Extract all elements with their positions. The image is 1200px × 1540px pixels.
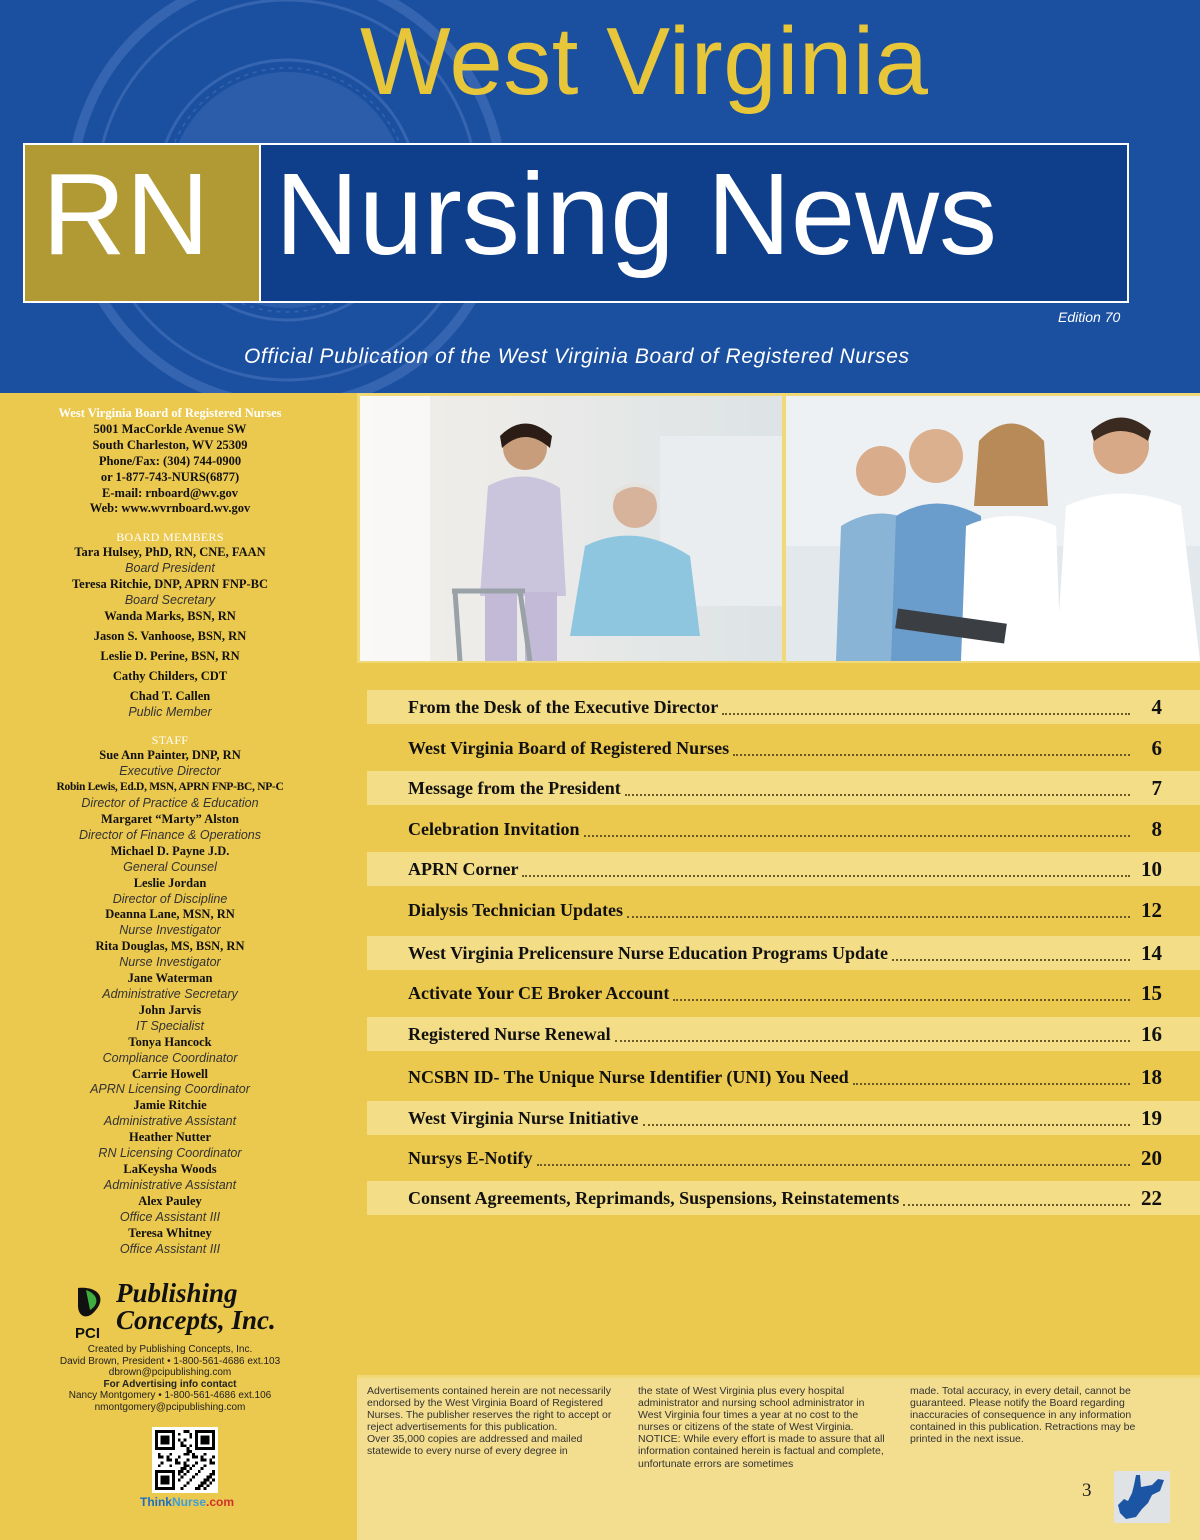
advertising-email[interactable]: nmontgomery@pcipublishing.com bbox=[94, 1401, 246, 1413]
masthead-title-west-virginia: West Virginia bbox=[360, 8, 929, 115]
staff-member-name: Jamie Ritchie bbox=[133, 1098, 207, 1113]
board-member-name: Jason S. Vanhoose, BSN, RN bbox=[93, 628, 247, 643]
toc-entry-page: 4 bbox=[1151, 694, 1162, 719]
org-phone: Phone/Fax: (304) 744-0900 bbox=[98, 453, 242, 468]
toc-entry-page: 15 bbox=[1141, 980, 1162, 1005]
disclaimer-column-2: the state of West Virginia plus every hospital administrator and nursing school administrator in West Virginia four times a year at no cost to the nurses or citizens of the state of West Virginia. NOTICE: While every effort is made to assure that all information contained herein is factual and complete, unfortunate errors are sometimes bbox=[638, 1385, 885, 1470]
org-address-line2: South Charleston, WV 25309 bbox=[92, 437, 248, 452]
board-member-name: Wanda Marks, BSN, RN bbox=[104, 608, 236, 623]
disclaimer-column-3: made. Total accuracy, in every detail, cannot be guaranteed. Please notify the Board regarding inaccuracies of consequence in any information contained in this publication. Retractions may be printed in the next issue. bbox=[910, 1385, 1136, 1446]
toc-entry-title: From the Desk of the Executive Director bbox=[408, 696, 719, 717]
staff-member-role: Office Assistant III bbox=[119, 1241, 221, 1256]
toc-entry[interactable] bbox=[367, 976, 1200, 1010]
publisher-president-email[interactable]: dbrown@pcipublishing.com bbox=[108, 1367, 232, 1379]
staff-member-name: Sue Ann Painter, DNP, RN bbox=[99, 748, 241, 763]
staff-member-name: Margaret “Marty” Alston bbox=[101, 812, 239, 827]
toc-entry-title: Activate Your CE Broker Account bbox=[408, 982, 670, 1003]
staff-member-name: Jane Waterman bbox=[127, 971, 213, 986]
toc-leader-dots bbox=[673, 999, 1130, 1001]
staff-member-role: Compliance Coordinator bbox=[102, 1050, 238, 1065]
edition-label: Edition 70 bbox=[1058, 309, 1121, 325]
toc-entry[interactable] bbox=[367, 812, 1200, 846]
staff-member-name: Rita Douglas, MS, BSN, RN bbox=[95, 939, 245, 954]
staff-member-role: Administrative Assistant bbox=[103, 1114, 237, 1129]
org-address-line1: 5001 MacCorkle Avenue SW bbox=[93, 421, 247, 436]
staff-member-role: RN Licensing Coordinator bbox=[98, 1146, 242, 1161]
org-phone-tollfree: or 1-877-743-NURS(6877) bbox=[100, 469, 240, 484]
toc-entry-title: Message from the President bbox=[408, 777, 621, 798]
toc-leader-dots bbox=[522, 875, 1130, 877]
staff-member-name: Deanna Lane, MSN, RN bbox=[105, 907, 235, 922]
toc-leader-dots bbox=[892, 959, 1130, 961]
staff-member-name: Michael D. Payne J.D. bbox=[110, 843, 230, 858]
toc-entry-page: 22 bbox=[1141, 1185, 1162, 1210]
toc-entry[interactable] bbox=[367, 690, 1200, 724]
toc-entry[interactable] bbox=[367, 1017, 1200, 1051]
staff-heading: STAFF bbox=[151, 733, 189, 748]
sidebar bbox=[0, 393, 357, 1540]
qr-code-image bbox=[155, 1430, 215, 1490]
board-members-list bbox=[0, 545, 340, 720]
staff-member-role: Director of Discipline bbox=[112, 891, 228, 906]
toc-entry-page: 19 bbox=[1141, 1105, 1162, 1130]
staff-member-role: Director of Finance & Operations bbox=[78, 827, 262, 842]
toc-entry-page: 6 bbox=[1151, 735, 1162, 760]
staff-member-role: Nurse Investigator bbox=[119, 955, 221, 970]
toc-entry[interactable] bbox=[367, 1181, 1200, 1215]
board-member-name: Teresa Ritchie, DNP, APRN FNP-BC bbox=[71, 577, 269, 592]
advertising-contact: Nancy Montgomery • 1-800-561-4686 ext.106 bbox=[68, 1390, 272, 1402]
toc-entry-title: West Virginia Nurse Initiative bbox=[408, 1107, 639, 1128]
toc-entry-title: West Virginia Prelicensure Nurse Education Programs Update bbox=[408, 942, 888, 963]
toc-entry-title: Registered Nurse Renewal bbox=[408, 1023, 611, 1044]
toc-leader-dots bbox=[627, 916, 1130, 918]
publisher-contact bbox=[0, 1344, 340, 1414]
org-website: Web: www.wvrnboard.wv.gov bbox=[89, 501, 251, 516]
staff-member-name: LaKeysha Woods bbox=[123, 1161, 217, 1176]
toc-entry[interactable] bbox=[367, 852, 1200, 886]
toc-entry[interactable] bbox=[367, 893, 1200, 927]
toc-leader-dots bbox=[584, 835, 1130, 837]
toc-entry-title: Celebration Invitation bbox=[408, 818, 580, 839]
pci-label: PCI bbox=[75, 1325, 101, 1340]
staff-member-role: Nurse Investigator bbox=[119, 923, 221, 938]
pci-leaf-icon bbox=[74, 1284, 110, 1340]
toc-entry-page: 14 bbox=[1141, 940, 1162, 965]
board-member-name: Chad T. Callen bbox=[129, 688, 211, 703]
toc-entry-page: 7 bbox=[1151, 775, 1162, 800]
staff-list bbox=[0, 748, 340, 1257]
photo-nurse-with-patient bbox=[360, 396, 782, 661]
staff-member-name: John Jarvis bbox=[138, 1002, 202, 1017]
toc-entry[interactable] bbox=[367, 1101, 1200, 1135]
staff-member-role: Executive Director bbox=[119, 764, 221, 779]
toc-entry-page: 10 bbox=[1141, 856, 1162, 881]
staff-member-name: Teresa Whitney bbox=[128, 1225, 212, 1240]
toc-entry-title: APRN Corner bbox=[408, 858, 519, 879]
staff-member-role: Administrative Secretary bbox=[102, 987, 238, 1001]
toc-entry-page: 16 bbox=[1141, 1021, 1162, 1046]
toc-entry-title: West Virginia Board of Registered Nurses bbox=[408, 737, 730, 758]
staff-member-role: Administrative Assistant bbox=[103, 1177, 237, 1192]
publisher-name-line1: Publishing bbox=[116, 1278, 238, 1308]
staff-member-role: General Counsel bbox=[123, 859, 217, 874]
staff-member-name: Heather Nutter bbox=[128, 1130, 212, 1145]
staff-member-role: Office Assistant III bbox=[119, 1209, 221, 1224]
thinknurse-com: .com bbox=[206, 1495, 235, 1509]
toc-entry[interactable] bbox=[367, 731, 1200, 765]
publication-subtitle: Official Publication of the West Virginia Board of Registered Nurses bbox=[244, 345, 910, 368]
staff-member-role: APRN Licensing Coordinator bbox=[90, 1082, 250, 1097]
staff-member-name: Carrie Howell bbox=[131, 1066, 208, 1081]
toc-entry-title: Consent Agreements, Reprimands, Suspensions, Reinstatements bbox=[408, 1187, 900, 1208]
publisher-president: David Brown, President • 1-800-561-4686 ext.103 bbox=[59, 1355, 281, 1367]
toc-entry-page: 20 bbox=[1141, 1145, 1162, 1170]
board-members-heading: BOARD MEMBERS bbox=[116, 530, 224, 545]
thinknurse-think: Think bbox=[139, 1495, 172, 1509]
disclaimer bbox=[357, 1378, 1200, 1540]
staff-member-name: Robin Lewis, Ed.D, MSN, APRN FNP-BC, NP-C bbox=[56, 781, 284, 794]
toc-entry[interactable] bbox=[367, 1141, 1200, 1175]
publisher-name-line2: Concepts, Inc. bbox=[116, 1305, 276, 1335]
publisher-logo bbox=[74, 1278, 314, 1342]
board-member-name: Cathy Childers, CDT bbox=[112, 668, 228, 683]
toc-leader-dots bbox=[733, 754, 1130, 756]
toc-leader-dots bbox=[722, 713, 1130, 715]
masthead-rn: RN bbox=[42, 149, 210, 279]
toc-entry-title: NCSBN ID- The Unique Nurse Identifier (UNI) You Need bbox=[408, 1066, 849, 1087]
toc-leader-dots bbox=[615, 1040, 1130, 1042]
sidebar-directory bbox=[0, 406, 340, 1257]
disclaimer-column-1: Advertisements contained herein are not necessarily endorsed by the West Virginia Board of Registered Nurses. The publisher reserves the right to accept or reject advertisements for this publication. Over 35,000 copies are addressed and mailed statewide to every nurse of every degree in bbox=[367, 1385, 612, 1458]
toc-leader-dots bbox=[537, 1164, 1131, 1166]
staff-member-name: Leslie Jordan bbox=[133, 875, 207, 890]
toc-leader-dots bbox=[903, 1204, 1130, 1206]
staff-member-name: Alex Pauley bbox=[138, 1193, 202, 1208]
qr-code[interactable] bbox=[152, 1427, 218, 1493]
toc-leader-dots bbox=[625, 794, 1130, 796]
toc-leader-dots bbox=[643, 1124, 1131, 1126]
board-member-name: Tara Hulsey, PhD, RN, CNE, FAAN bbox=[74, 545, 266, 560]
staff-member-name: Tonya Hancock bbox=[128, 1034, 212, 1049]
table-of-contents bbox=[357, 663, 1200, 1375]
staff-member-role: Director of Practice & Education bbox=[81, 796, 259, 811]
toc-entry[interactable] bbox=[367, 1060, 1200, 1094]
west-virginia-map-icon bbox=[1114, 1471, 1170, 1523]
toc-leader-dots bbox=[853, 1083, 1130, 1085]
staff-member-role: IT Specialist bbox=[135, 1018, 205, 1033]
toc-entry-page: 18 bbox=[1141, 1064, 1162, 1089]
board-member-role: Board President bbox=[125, 561, 215, 576]
toc-entry[interactable] bbox=[367, 936, 1200, 970]
page-number: 3 bbox=[1082, 1480, 1092, 1501]
board-member-name: Leslie D. Perine, BSN, RN bbox=[100, 648, 240, 663]
thinknurse-link[interactable] bbox=[0, 1495, 374, 1509]
org-email: E-mail: rnboard@wv.gov bbox=[102, 485, 238, 500]
masthead-title-nursing-news: Nursing News bbox=[275, 149, 997, 279]
board-member-role: Board Secretary bbox=[124, 593, 216, 608]
masthead bbox=[0, 0, 1200, 393]
toc-entry-page: 12 bbox=[1141, 897, 1162, 922]
toc-entry-title: Nursys E-Notify bbox=[408, 1147, 533, 1168]
org-name: West Virginia Board of Registered Nurses bbox=[58, 406, 282, 420]
advertising-contact-heading: For Advertising info contact bbox=[103, 1378, 237, 1390]
board-member-role: Public Member bbox=[128, 704, 212, 719]
toc-entry-page: 8 bbox=[1151, 816, 1162, 841]
photo-medical-team bbox=[786, 396, 1200, 661]
toc-entry-title: Dialysis Technician Updates bbox=[408, 899, 624, 920]
publisher-created-by: Created by Publishing Concepts, Inc. bbox=[87, 1344, 253, 1355]
thinknurse-nurse: Nurse bbox=[171, 1495, 206, 1509]
toc-entry[interactable] bbox=[367, 771, 1200, 805]
